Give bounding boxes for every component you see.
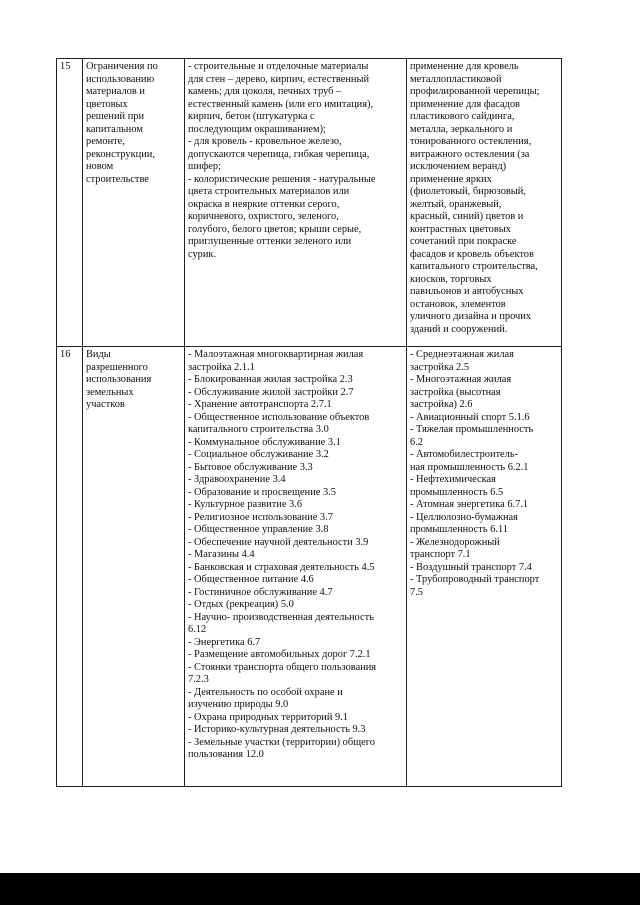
row-15-right-line: уличного дизайна и прочих — [410, 311, 531, 322]
row-15-middle-line: последующим окрашиванием); — [188, 123, 326, 135]
row-15-name-line: цветовых — [86, 98, 128, 110]
row-16-middle-line: - Культурное развитие 3.6 — [188, 499, 303, 510]
row-16-middle-line: - Деятельность по особой охране и — [188, 686, 343, 698]
row-16-right-line: промышленность 6.5 — [410, 486, 504, 498]
row-15-name-line: новом — [86, 161, 114, 172]
row-16-middle-line: 7.2.3 — [188, 674, 209, 685]
row-16-middle-line: - Обслуживание жилой застройки 2.7 — [188, 386, 354, 398]
table-row-16 — [57, 347, 562, 787]
row-16-middle-line: - Охрана природных территорий 9.1 — [188, 711, 348, 723]
row-15-number: 15 — [57, 59, 83, 347]
row-15-right-line: пластикового сайдинга, — [410, 111, 515, 122]
row-16-right-line: - Целлюлозно-бумажная — [410, 511, 518, 523]
row-16-middle-line: - Размещение автомобильных дорог 7.2.1 — [188, 649, 371, 660]
row-15-right-line: металлопластиковой — [410, 73, 502, 85]
row-15-right-line: (фиолетовый, бирюзовый, — [410, 186, 526, 197]
row-16-right-line: застройка 2.5 — [410, 361, 470, 373]
row-16-right-line: транспорт 7.1 — [410, 549, 471, 560]
row-16-middle-line: - Здравоохранение 3.4 — [188, 474, 286, 485]
row-16-middle-line: - Малоэтажная многоквартирная жилая — [188, 349, 364, 360]
row-15-right-line: желтый, оранжевый, — [410, 198, 502, 210]
row-16-right-line: - Тяжелая промышленность — [410, 424, 534, 435]
row-16-middle-line: застройка 2.1.1 — [188, 361, 255, 373]
row-15-middle-line: сурик. — [188, 248, 217, 260]
row-16-middle-line: - Научно- производственная деятельность — [188, 611, 374, 623]
row-16-right-line: - Среднеэтажная жилая — [410, 349, 514, 360]
row-15-name-line: строительстве — [86, 173, 149, 185]
row-15-right-line: металла, зеркального и — [410, 123, 513, 135]
row-15-right-line: контрастных цветовых — [410, 223, 511, 235]
row-16-middle-line: - Обеспечение научной деятельности 3.9 — [188, 536, 369, 548]
row-15-name-line: использованию — [86, 73, 155, 85]
row-16-name-line: использования — [86, 374, 152, 385]
row-15-right-line: остановок, элементов — [410, 298, 506, 310]
row-16-middle-line: - Энергетика 6.7 — [188, 636, 261, 648]
row-16-right-line: - Атомная энергетика 6.7.1 — [410, 499, 529, 510]
row-15-middle-line: для стен – дерево, кирпич, естественный — [188, 73, 370, 85]
row-15-middle-line: коричневого, охристого, зеленого, — [188, 211, 339, 222]
row-15-name-line: реконструкции, — [86, 148, 155, 160]
row-16-middle-line: капитального строительства 3.0 — [188, 424, 329, 435]
row-15-right-line: фасадов и кровель объектов — [410, 248, 534, 260]
row-16-middle-line: - Хранение автотранспорта 2.7.1 — [188, 399, 332, 410]
row-15-middle-line: шифер; — [188, 161, 221, 172]
row-15-name — [83, 59, 185, 347]
row-15-name-line: ремонте, — [86, 136, 125, 147]
row-16-middle-line: - Общественное управление 3.8 — [188, 524, 329, 535]
row-16-middle-line: 6.12 — [188, 624, 207, 635]
row-15-middle-line: окраска в неяркие оттенки серого, — [188, 198, 340, 210]
row-16-middle-line: - Отдых (рекреация) 5.0 — [188, 599, 294, 610]
row-16-name-line: разрешенного — [86, 361, 148, 373]
row-16-middle-line: - Стоянки транспорта общего пользования — [188, 661, 377, 673]
row-16-allowed-uses — [185, 347, 407, 787]
row-16-middle-line: - Блокированная жилая застройка 2.3 — [188, 374, 353, 385]
row-16-right-line: - Автомобилестроитель- — [410, 449, 519, 460]
row-16-middle-line: - Образование и просвещение 3.5 — [188, 486, 336, 498]
row-16-middle-line: - Общественное питание 4.6 — [188, 574, 314, 585]
row-15-right-line: профилированной черепицы; — [410, 86, 540, 97]
row-16-right-line: - Воздушный транспорт 7.4 — [410, 561, 532, 573]
row-15-right-line: красный, синий) цветов и — [410, 211, 524, 222]
row-16-right-line: - Многоэтажная жилая — [410, 374, 512, 385]
row-16-prohibited-uses — [407, 347, 562, 787]
row-15-middle-line: голубого, белого цветов; крыши серые, — [188, 223, 362, 235]
row-15-middle-line: допускаются черепица, гибкая черепица, — [188, 148, 370, 160]
row-16-name-line: Виды — [86, 349, 111, 360]
row-15-right-line: применение для кровель — [410, 61, 519, 72]
row-16-right-line: 7.5 — [410, 586, 423, 598]
row-15-allowed-materials — [185, 59, 407, 347]
row-15-middle-line: естественный камень (или его имитация), — [188, 98, 374, 110]
row-15-right-line: павильонов и автобусных — [410, 286, 524, 297]
row-16-name-line: земельных — [86, 386, 134, 398]
row-15-name-line: решений при — [86, 111, 145, 122]
row-16-middle-line: - Коммунальное обслуживание 3.1 — [188, 436, 341, 448]
row-16-right-line: - Железнодорожный — [410, 536, 500, 548]
row-16-right-line: - Нефтехимическая — [410, 474, 496, 485]
row-16-right-line: ная промышленность 6.2.1 — [410, 461, 529, 473]
row-15-middle-line: - строительные и отделочные материалы — [188, 61, 369, 72]
row-16-name — [83, 347, 185, 787]
row-15-middle-line: цвета строительных материалов или — [188, 186, 350, 197]
regulations-table — [56, 58, 562, 787]
row-16-middle-line: изучению природы 9.0 — [188, 699, 289, 710]
row-15-right-line: применение ярких — [410, 173, 492, 185]
row-15-name-line: капитальном — [86, 123, 143, 135]
row-15-name-line: Ограничения по — [86, 61, 158, 72]
row-15-right-line: сочетаний при покраске — [410, 236, 517, 247]
row-15-right-line: зданий и сооружений. — [410, 323, 508, 335]
row-16-middle-line: - Религиозное использование 3.7 — [188, 511, 333, 523]
row-16-right-line: 6.2 — [410, 436, 423, 448]
scan-bottom-border — [0, 873, 640, 905]
row-16-right-line: промышленность 6.11 — [410, 524, 508, 535]
row-15-right-line: тонированного остекления, — [410, 136, 532, 147]
row-16-right-line: застройка) 2.6 — [410, 399, 473, 410]
row-16-middle-line: - Общественное использование объектов — [188, 411, 370, 423]
row-16-right-line: застройка (высотная — [410, 386, 501, 398]
row-15-middle-line: - для кровель - кровельное железо, — [188, 136, 342, 147]
row-15-name-line: материалов и — [86, 86, 145, 97]
row-15-right-line: киосков, торговых — [410, 273, 492, 285]
row-15-middle-line: приглушенные оттенки зеленого или — [188, 236, 352, 247]
row-15-middle-line: - колористические решения - натуральные — [188, 173, 376, 185]
row-15-right-line: капитального строительства, — [410, 261, 538, 272]
row-15-middle-line: камень; для цоколя, печных труб – — [188, 86, 342, 97]
row-16-right-line: - Трубопроводный транспорт — [410, 574, 540, 585]
row-16-middle-line: - Историко-культурная деятельность 9.3 — [188, 724, 366, 735]
row-16-middle-line: - Магазины 4.4 — [188, 549, 255, 560]
row-16-name-line: участков — [86, 399, 125, 410]
row-16-middle-line: - Бытовое обслуживание 3.3 — [188, 461, 313, 473]
row-15-right-line: применение для фасадов — [410, 98, 520, 110]
row-16-middle-line: пользования 12.0 — [188, 749, 264, 760]
row-16-middle-line: - Гостиничное обслуживание 4.7 — [188, 586, 333, 598]
row-15-middle-line: кирпич, бетон (штукатурка с — [188, 111, 315, 122]
row-16-middle-line: - Банковская и страховая деятельность 4.5 — [188, 561, 375, 573]
table-row-15 — [57, 59, 562, 347]
row-16-middle-line: - Земельные участки (территории) общего — [188, 736, 375, 748]
row-16-number: 16 — [57, 347, 83, 787]
row-16-right-line: - Авиационный спорт 5.1.6 — [410, 411, 530, 423]
row-15-right-line: исключением веранд) — [410, 161, 507, 172]
row-15-prohibited-materials — [407, 59, 562, 347]
row-15-right-line: витражного остекления (за — [410, 148, 530, 160]
row-16-middle-line: - Социальное обслуживание 3.2 — [188, 449, 329, 460]
